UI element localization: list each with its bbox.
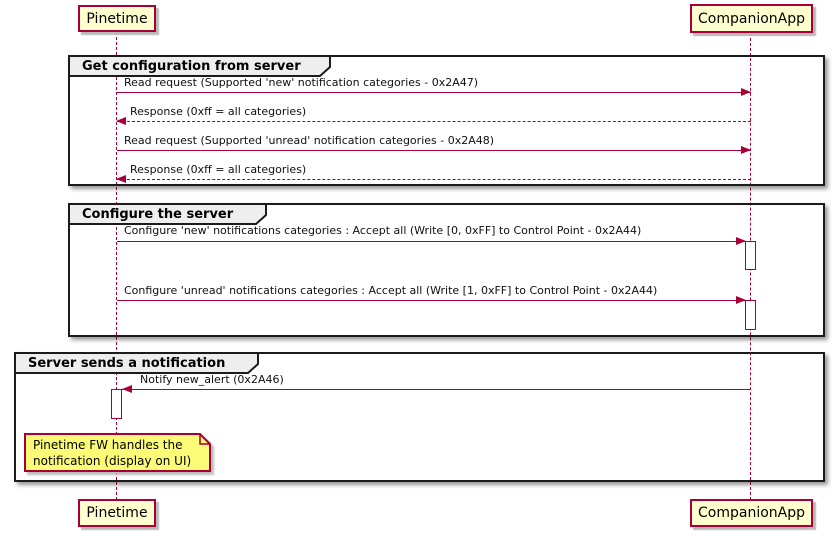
participant-companionapp-top xyxy=(690,4,813,33)
message-arrow-line xyxy=(117,241,746,242)
note-line: notification (display on UI) xyxy=(33,454,192,468)
arrowhead-right-icon xyxy=(741,88,751,96)
note-text xyxy=(33,437,191,469)
arrowhead-left-icon xyxy=(116,117,126,125)
message-label: Response (0xff = all categories) xyxy=(130,163,307,176)
message-arrow-line xyxy=(117,300,746,301)
message-label: Configure 'unread' notifications categories : Accept all (Write [1, 0xFF] to Control Point - 0x2A44) xyxy=(124,284,658,297)
message-label: Read request (Supported 'new' notification categories - 0x2A47) xyxy=(124,76,479,89)
message-arrow-line xyxy=(117,92,751,93)
arrowhead-left-icon xyxy=(122,385,132,393)
participant-label: Pinetime xyxy=(86,505,148,521)
message-label: Response (0xff = all categories) xyxy=(130,105,307,118)
note-line: Pinetime FW handles the xyxy=(33,438,183,452)
arrowhead-right-icon xyxy=(736,296,746,304)
participant-label: CompanionApp xyxy=(698,505,805,521)
activation-bar-companionapp xyxy=(745,241,756,270)
frame-title: Configure the server xyxy=(82,207,234,222)
frame-title: Server sends a notification xyxy=(28,356,226,371)
arrowhead-right-icon xyxy=(741,146,751,154)
participant-companionapp-bottom xyxy=(690,499,813,527)
message-arrow-line xyxy=(117,150,751,151)
message-label: Read request (Supported 'unread' notification categories - 0x2A48) xyxy=(124,134,495,147)
participant-pinetime-bottom xyxy=(78,499,156,527)
message-arrow-line xyxy=(117,121,751,122)
participant-label: Pinetime xyxy=(86,10,148,27)
activation-bar-pinetime xyxy=(111,389,122,419)
activation-bar-companionapp xyxy=(745,300,756,330)
arrowhead-right-icon xyxy=(736,237,746,245)
message-label: Notify new_alert (0x2A46) xyxy=(140,373,284,386)
participant-pinetime-top xyxy=(78,5,156,32)
message-arrow-line xyxy=(117,179,751,180)
arrowhead-left-icon xyxy=(116,175,126,183)
note xyxy=(24,433,211,473)
message-arrow-line xyxy=(122,389,751,390)
participant-label: CompanionApp xyxy=(698,10,805,27)
frame-title: Get configuration from server xyxy=(82,59,301,74)
message-label: Configure 'new' notifications categories : Accept all (Write [0, 0xFF] to Control Point - 0x2A44) xyxy=(124,224,642,237)
